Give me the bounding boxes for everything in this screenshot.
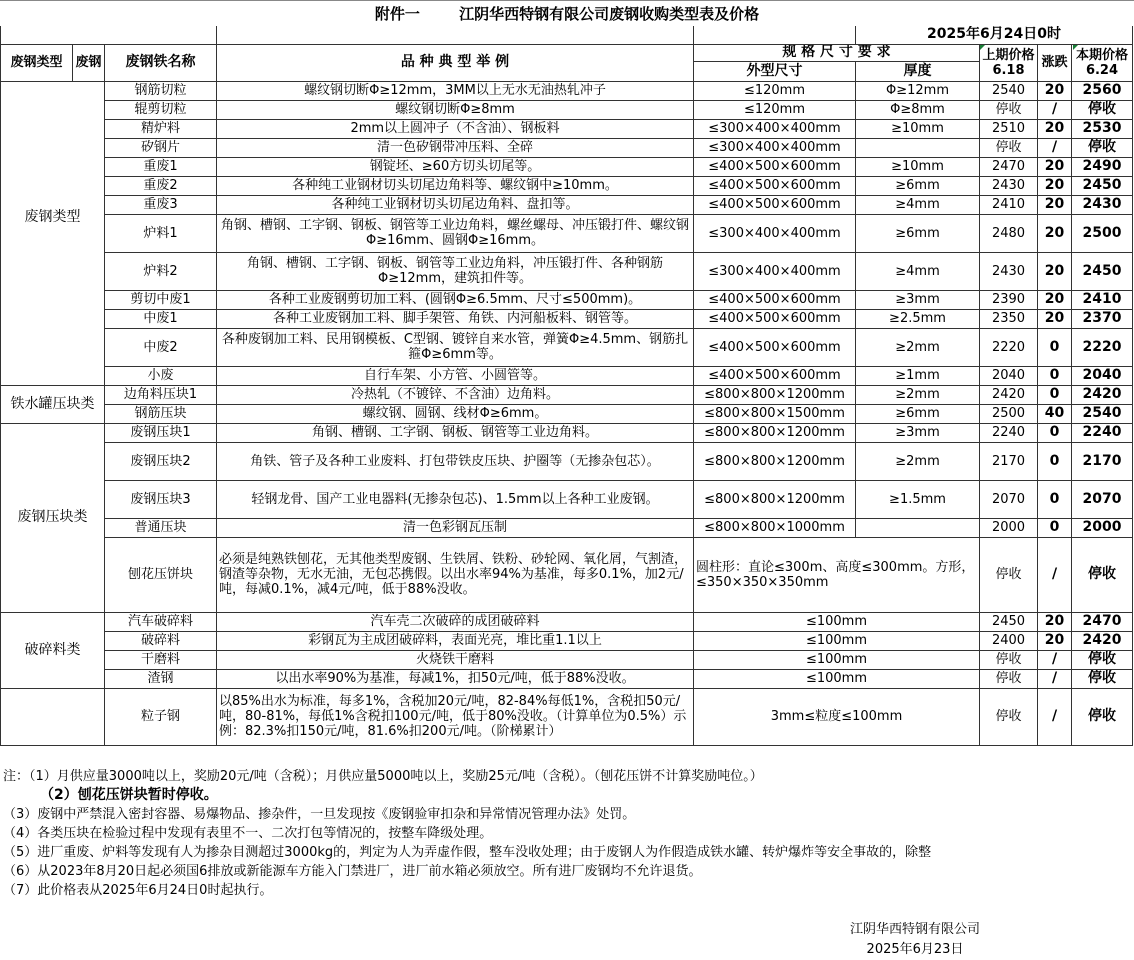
prev-price: 2480 [980, 214, 1038, 252]
note-2: （2）刨花压饼块暂时停收。 [40, 787, 218, 803]
current-price: 2240 [1072, 423, 1133, 442]
scrap-name: 废钢压块2 [105, 442, 217, 480]
scrap-name: 废钢压块3 [105, 480, 217, 518]
prev-price: 停收 [980, 669, 1038, 688]
prev-price: 2510 [980, 119, 1038, 138]
blank-cell [217, 26, 694, 44]
prev-price: 2240 [980, 423, 1038, 442]
size-spec: ≤100mm [694, 669, 980, 688]
price-change: / [1038, 537, 1072, 612]
price-change: 20 [1038, 195, 1072, 214]
thickness-spec [856, 518, 980, 537]
example-text: 角钢、槽钢、工字钢、钢板、钢管等工业边角料，螺丝螺母、冲压锻打件、螺纹钢Φ≥16mm、圆钢Φ≥16mm。 [217, 214, 694, 252]
header-spec: 规 格 尺 寸 要 求 [694, 44, 980, 61]
current-price: 2220 [1072, 328, 1133, 366]
price-change: / [1038, 100, 1072, 119]
example-text: 螺纹钢切断Φ≥12mm，3MM以上无水无油热轧冲子 [217, 81, 694, 100]
example-text: 各种工业废钢剪切加工料、(圆钢Φ≥6.5mm、尺寸≤500mm)。 [217, 290, 694, 309]
signature-block [800, 920, 1030, 960]
size-spec: ≤120mm [694, 100, 856, 119]
prev-price: 2170 [980, 442, 1038, 480]
example-text: 冷热轧（不镀锌、不含油）边角料。 [217, 385, 694, 404]
prev-price: 2040 [980, 366, 1038, 385]
example-text: 自行车架、小方管、小圆管等。 [217, 366, 694, 385]
table-row [1, 612, 1133, 631]
current-price: 2560 [1072, 81, 1133, 100]
scrap-name: 精炉料 [105, 119, 217, 138]
example-text: 螺纹钢切断Φ≥8mm [217, 100, 694, 119]
thickness-spec: ≥1mm [856, 366, 980, 385]
example-text: 以85%出水为标准，每多1%，含税加20元/吨，82-84%每低1%，含税扣50元/吨，80-81%，每低1%含税扣100元/吨，低于80%没收。（计算单位为0.5%）示例：82.3%扣150元/吨，81.6%扣200元/吨。（阶梯累计） [217, 688, 694, 745]
scrap-name: 渣钢 [105, 669, 217, 688]
prev-price: 停收 [980, 100, 1038, 119]
table-row [1, 518, 1133, 537]
current-price: 2040 [1072, 366, 1133, 385]
cell-marker-icon [980, 45, 985, 50]
group-label: 废钢压块类 [1, 423, 105, 612]
table-row [1, 309, 1133, 328]
table-row [1, 366, 1133, 385]
title-main: 江阴华西特钢有限公司废钢收购类型表及价格 [459, 5, 760, 23]
example-text: 以出水率90%为基准，每减1%，扣50元/吨，低于88%没收。 [217, 669, 694, 688]
thickness-spec: ≥6mm [856, 214, 980, 252]
scrap-name: 中废2 [105, 328, 217, 366]
current-price: 2420 [1072, 631, 1133, 650]
table-row [1, 290, 1133, 309]
prev-price: 2220 [980, 328, 1038, 366]
size-spec: ≤400×500×600mm [694, 309, 856, 328]
size-spec: ≤800×800×1000mm [694, 518, 856, 537]
example-text: 各种工业废钢加工料、脚手架管、角铁、内河船板料、钢管等。 [217, 309, 694, 328]
table-row [1, 81, 1133, 100]
size-spec: ≤800×800×1200mm [694, 385, 856, 404]
example-text: 清一色彩钢瓦压制 [217, 518, 694, 537]
example-text: 角钢、槽钢、工字钢、钢板、钢管等工业边角料。 [217, 423, 694, 442]
table-row [1, 328, 1133, 366]
header-cur-price: 本期价格6.24 [1072, 44, 1133, 81]
scrap-name: 普通压块 [105, 518, 217, 537]
scrap-name: 重废1 [105, 157, 217, 176]
scrap-name: 剪切中废1 [105, 290, 217, 309]
price-change: 0 [1038, 423, 1072, 442]
current-price: 2410 [1072, 290, 1133, 309]
prev-price: 2350 [980, 309, 1038, 328]
prev-price: 2390 [980, 290, 1038, 309]
scrap-name: 钢筋切粒 [105, 81, 217, 100]
table-row [1, 176, 1133, 195]
scrap-name: 刨花压饼块 [105, 537, 217, 612]
current-price: 2530 [1072, 119, 1133, 138]
size-spec: ≤100mm [694, 650, 980, 669]
scrap-name: 重废2 [105, 176, 217, 195]
table-row [1, 631, 1133, 650]
header-outer-size: 外型尺寸 [694, 61, 856, 81]
price-change: 20 [1038, 631, 1072, 650]
table-row [1, 423, 1133, 442]
header-prev-price: 上期价格6.18 [980, 44, 1038, 81]
thickness-spec: ≥4mm [856, 195, 980, 214]
prev-price: 2430 [980, 176, 1038, 195]
price-change: 0 [1038, 328, 1072, 366]
scrap-name: 汽车破碎料 [105, 612, 217, 631]
document-title [0, 0, 1134, 27]
prev-price: 停收 [980, 688, 1038, 745]
prev-price: 2470 [980, 157, 1038, 176]
header-name: 废钢铁名称 [105, 44, 217, 81]
blank-cell [694, 26, 856, 44]
table-row [1, 100, 1133, 119]
size-spec: 圆柱形：直论≤300m、高度≤300mm。方形，≤350×350×350mm [694, 537, 980, 612]
size-spec: ≤400×500×600mm [694, 366, 856, 385]
prev-price: 停收 [980, 537, 1038, 612]
price-change: 20 [1038, 176, 1072, 195]
example-text: 角钢、槽钢、工字钢、钢板、钢管等工业边角料，冲压锻打件、各种钢筋Φ≥12mm，建筑扣件等。 [217, 252, 694, 290]
current-price: 2170 [1072, 442, 1133, 480]
price-change: / [1038, 669, 1072, 688]
note-3: （3）废钢中严禁混入密封容器、易爆物品、掺杂件，一旦发现按《废钢验审扣杂和异常情况管理办法》处罚。 [3, 807, 636, 822]
thickness-spec: ≥6mm [856, 404, 980, 423]
table-row [1, 385, 1133, 404]
current-price: 2490 [1072, 157, 1133, 176]
note-1: 注：（1）月供应量3000吨以上，奖励20元/吨（含税）；月供应量5000吨以上，奖励25元/吨（含税）。（刨花压饼不计算奖励吨位。） [3, 769, 763, 784]
table-row [1, 214, 1133, 252]
price-change: 20 [1038, 157, 1072, 176]
example-text: 钢锭坯、≥60方切头切尾等。 [217, 157, 694, 176]
scrap-name: 钢筋压块 [105, 404, 217, 423]
size-spec: ≤300×400×400mm [694, 138, 856, 157]
table-row [1, 669, 1133, 688]
prev-price: 2430 [980, 252, 1038, 290]
price-change: 20 [1038, 612, 1072, 631]
prev-price: 停收 [980, 650, 1038, 669]
prev-price: 2420 [980, 385, 1038, 404]
size-spec: ≤400×500×600mm [694, 176, 856, 195]
table-row [1, 404, 1133, 423]
scrap-name: 废钢压块1 [105, 423, 217, 442]
price-change: 0 [1038, 385, 1072, 404]
thickness-spec: Φ≥12mm [856, 81, 980, 100]
price-change: 0 [1038, 480, 1072, 518]
price-change: / [1038, 650, 1072, 669]
thickness-spec: ≥10mm [856, 119, 980, 138]
signature-date: 2025年6月23日 [866, 942, 964, 957]
thickness-spec: ≥3mm [856, 423, 980, 442]
price-change: 0 [1038, 366, 1072, 385]
example-text: 各种纯工业钢材切头切尾边角料等、螺纹钢中≥10mm。 [217, 176, 694, 195]
current-price: 2000 [1072, 518, 1133, 537]
header-scrap: 废钢 [73, 44, 105, 81]
current-price: 2370 [1072, 309, 1133, 328]
price-change: 0 [1038, 442, 1072, 480]
current-price: 停收 [1072, 688, 1133, 745]
group-label: 破碎料类 [1, 612, 105, 688]
thickness-spec [856, 138, 980, 157]
size-spec: ≤400×500×600mm [694, 157, 856, 176]
scrap-name: 炉料1 [105, 214, 217, 252]
thickness-spec: ≥3mm [856, 290, 980, 309]
size-spec: ≤400×500×600mm [694, 195, 856, 214]
size-spec: ≤400×500×600mm [694, 290, 856, 309]
current-price: 停收 [1072, 669, 1133, 688]
example-text: 清一色矽钢带冲压料、全碎 [217, 138, 694, 157]
scrap-name: 小废 [105, 366, 217, 385]
example-text: 彩钢瓦为主成团破碎料，表面光亮，堆比重1.1以上 [217, 631, 694, 650]
example-text: 各种纯工业钢材切头切尾边角料、盘扣等。 [217, 195, 694, 214]
cell-marker-icon [1073, 45, 1078, 50]
size-spec: ≤100mm [694, 612, 980, 631]
scrap-name: 矽钢片 [105, 138, 217, 157]
table-row [1, 650, 1133, 669]
example-text: 各种废钢加工料、民用钢模板、C型钢、镀锌自来水管，弹簧Φ≥4.5mm、钢筋扎箍Φ≥6mm等。 [217, 328, 694, 366]
thickness-spec: ≥2mm [856, 442, 980, 480]
prev-price: 2500 [980, 404, 1038, 423]
note-7: （7）此价格表从2025年6月24日0时起执行。 [3, 883, 273, 898]
scrap-name: 中废1 [105, 309, 217, 328]
blank-cell [1, 688, 105, 745]
size-spec: ≤300×400×400mm [694, 252, 856, 290]
table-row [1, 119, 1133, 138]
thickness-spec: ≥4mm [856, 252, 980, 290]
size-spec: ≤800×800×1200mm [694, 480, 856, 518]
current-price: 2470 [1072, 612, 1133, 631]
price-change: 20 [1038, 81, 1072, 100]
table-row [1, 252, 1133, 290]
size-spec: ≤800×800×1200mm [694, 442, 856, 480]
prev-price: 2400 [980, 631, 1038, 650]
example-text: 轻钢龙骨、国产工业电器料(无掺杂包芯)、1.5mm以上各种工业废钢。 [217, 480, 694, 518]
notes-section [0, 767, 1134, 900]
effective-time: 2025年6月24日0时 [856, 26, 1133, 44]
current-price: 2450 [1072, 176, 1133, 195]
thickness-spec: Φ≥8mm [856, 100, 980, 119]
current-price: 2500 [1072, 214, 1133, 252]
current-price: 2430 [1072, 195, 1133, 214]
table-row [1, 157, 1133, 176]
table-row [1, 195, 1133, 214]
price-change: 20 [1038, 252, 1072, 290]
example-text: 螺纹钢、圆钢、线材Φ≥6mm。 [217, 404, 694, 423]
example-text: 汽车壳二次破碎的成团破碎料 [217, 612, 694, 631]
scrap-name: 粒子钢 [105, 688, 217, 745]
size-spec: ≤300×400×400mm [694, 119, 856, 138]
prev-price: 2000 [980, 518, 1038, 537]
prev-price: 2540 [980, 81, 1038, 100]
prev-price: 2410 [980, 195, 1038, 214]
size-spec: ≤300×400×400mm [694, 214, 856, 252]
example-text: 火烧铁干磨料 [217, 650, 694, 669]
table-row [1, 442, 1133, 480]
note-5: （5）进厂重废、炉料等发现有人为掺杂目测超过3000kg的，判定为人为弄虚作假，整车没收处理；由于废钢人为作假造成铁水罐、转炉爆炸等安全事故的，除整 [3, 845, 932, 860]
price-change: 20 [1038, 119, 1072, 138]
current-price: 2420 [1072, 385, 1133, 404]
title-prefix: 附件一 [374, 5, 420, 23]
signature-company: 江阴华西特钢有限公司 [849, 922, 980, 937]
note-4: （4）各类压块在检验过程中发现有表里不一、二次打包等情况的，按整车降级处理。 [3, 826, 493, 841]
price-change: 20 [1038, 214, 1072, 252]
price-change: 20 [1038, 290, 1072, 309]
scrap-name: 重废3 [105, 195, 217, 214]
scrap-name: 边角料压块1 [105, 385, 217, 404]
prev-price: 2070 [980, 480, 1038, 518]
size-spec: ≤800×800×1200mm [694, 423, 856, 442]
example-text: 角铁、管子及各种工业废料、打包带铁皮压块、护圈等（无掺杂包芯）。 [217, 442, 694, 480]
size-spec: ≤400×500×600mm [694, 328, 856, 366]
thickness-spec: ≥6mm [856, 176, 980, 195]
blank-cell [1, 26, 217, 44]
header-thickness: 厚度 [856, 61, 980, 81]
price-change: 20 [1038, 309, 1072, 328]
group-label: 废钢类型 [1, 81, 105, 385]
header-scrap-type: 废钢类型 [1, 44, 73, 81]
thickness-spec: ≥10mm [856, 157, 980, 176]
current-price: 2540 [1072, 404, 1133, 423]
table-row [1, 480, 1133, 518]
table-row [1, 138, 1133, 157]
table-row [1, 688, 1133, 745]
current-price: 停收 [1072, 650, 1133, 669]
thickness-spec: ≥2mm [856, 328, 980, 366]
thickness-spec: ≥2.5mm [856, 309, 980, 328]
thickness-spec: ≥2mm [856, 385, 980, 404]
price-change: 40 [1038, 404, 1072, 423]
scrap-name: 破碎料 [105, 631, 217, 650]
size-spec: ≤100mm [694, 631, 980, 650]
price-change: / [1038, 688, 1072, 745]
price-change: 0 [1038, 518, 1072, 537]
size-spec: 3mm≤粒度≤100mm [694, 688, 980, 745]
prev-price: 2450 [980, 612, 1038, 631]
current-price: 2450 [1072, 252, 1133, 290]
size-spec: ≤120mm [694, 81, 856, 100]
current-price: 停收 [1072, 100, 1133, 119]
price-change: / [1038, 138, 1072, 157]
price-table [0, 26, 1133, 746]
current-price: 停收 [1072, 138, 1133, 157]
header-examples: 品 种 典 型 举 例 [217, 44, 694, 81]
header-change: 涨跌 [1038, 44, 1072, 81]
example-text: 必须是纯熟铁刨花，无其他类型废钢、生铁屑、铁粉、砂轮网、氧化屑，气割渣，钢渣等杂物，无水无油，无包芯携假。以出水率94%为基准，每多0.1%，加2元/吨，每减0.1%，减4元/吨，低于88%没收。 [217, 537, 694, 612]
size-spec: ≤800×800×1500mm [694, 404, 856, 423]
example-text: 2mm以上圆冲子（不含油）、钢板料 [217, 119, 694, 138]
current-price: 2070 [1072, 480, 1133, 518]
prev-price: 停收 [980, 138, 1038, 157]
table-row [1, 537, 1133, 612]
scrap-name: 炉料2 [105, 252, 217, 290]
group-label: 铁水罐压块类 [1, 385, 105, 423]
scrap-name: 辊剪切粒 [105, 100, 217, 119]
current-price: 停收 [1072, 537, 1133, 612]
thickness-spec: ≥1.5mm [856, 480, 980, 518]
note-6: （6）从2023年8月20日起必须国6排放或新能源车方能入门禁进厂，进厂前水箱必须放空。所有进厂废钢均不允许退货。 [3, 864, 702, 879]
scrap-name: 干磨料 [105, 650, 217, 669]
